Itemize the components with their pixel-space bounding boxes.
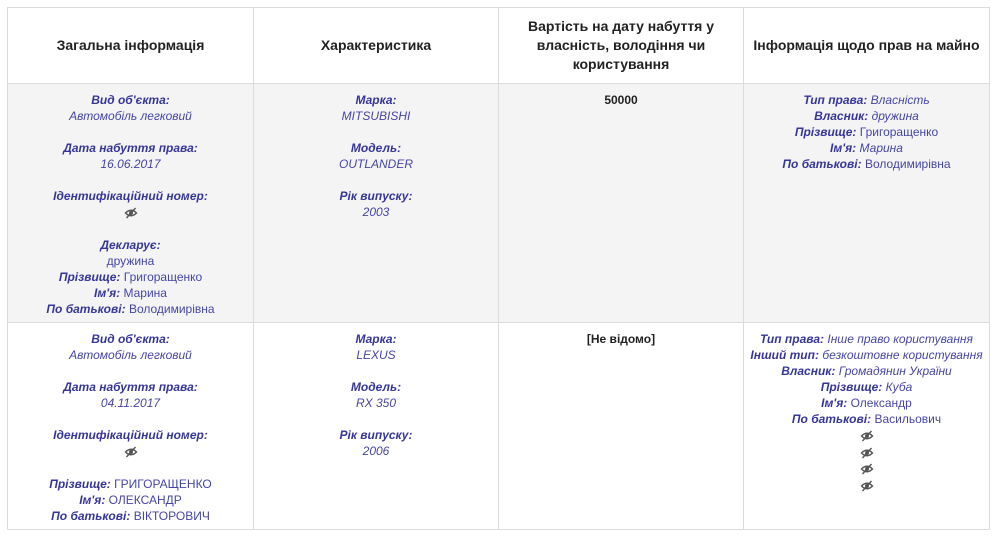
model-value: RX 350: [355, 396, 397, 410]
declarant-label: Декларує:: [100, 237, 161, 252]
acquired-date-label: Дата набуття права:: [63, 380, 198, 394]
acquired-date-value: 16.06.2017: [100, 157, 161, 171]
rights-cell: [744, 323, 990, 530]
object-type-value: Автомобіль легковий: [69, 348, 192, 362]
patronymic-label: По батькові:: [51, 508, 131, 523]
name-value: Марина: [123, 285, 167, 300]
owner-value: дружина: [871, 109, 919, 123]
value-amount: 50000: [604, 93, 638, 107]
year-value: 2006: [362, 444, 390, 458]
header-characteristic: Характеристика: [254, 8, 499, 84]
vehicles-table: [7, 7, 990, 530]
owner-patronymic-value: Володимирівна: [864, 157, 951, 171]
surname-label: Прізвище:: [49, 476, 111, 491]
name-value: ОЛЕКСАНДР: [108, 492, 182, 507]
header-value: Вартість на дату набуття у власність, володіння чи користування: [499, 8, 744, 84]
surname-value: ГРИГОРАЩЕНКО: [114, 476, 212, 491]
name-label: Ім'я:: [79, 492, 106, 507]
table-row: [8, 84, 990, 323]
surname-label: Прізвище:: [58, 269, 121, 284]
surname-value: Григоращенко: [123, 269, 203, 284]
year-label: Рік випуску:: [339, 428, 413, 442]
patronymic-value: ВІКТОРОВИЧ: [133, 508, 210, 523]
hidden-eye-icon: [860, 461, 874, 477]
hidden-eye-icon: [860, 478, 874, 494]
table-row: [8, 323, 990, 530]
other-type-value: безкоштовне користування: [822, 348, 983, 362]
owner-name-label: Ім'я:: [830, 141, 857, 155]
brand-label: Марка:: [355, 332, 397, 346]
owner-patronymic-label: По батькові:: [791, 412, 872, 426]
object-type-value: Автомобіль легковий: [69, 109, 192, 123]
object-type-label: Вид об'єкта:: [91, 93, 170, 107]
right-type-label: Тип права:: [803, 93, 868, 107]
model-label: Модель:: [350, 380, 402, 394]
hidden-eye-icon: [124, 205, 138, 221]
declarant-value: дружина: [106, 253, 155, 268]
vin-label: Ідентифікаційний номер:: [53, 189, 208, 203]
right-type-value: Інше право користування: [827, 332, 973, 346]
header-rights: Інформація щодо прав на майно: [744, 8, 990, 84]
year-value: 2003: [362, 205, 390, 219]
other-type-label: Інший тип:: [750, 348, 819, 362]
header-general: Загальна інформація: [8, 8, 254, 84]
model-label: Модель:: [350, 141, 402, 155]
owner-surname-label: Прізвище:: [794, 125, 857, 139]
value-cell: [499, 84, 744, 323]
right-type-label: Тип права:: [760, 332, 825, 346]
characteristic-cell: [254, 84, 499, 323]
model-value: OUTLANDER: [338, 157, 413, 171]
owner-label: Власник:: [814, 109, 869, 123]
owner-name-value: Марина: [859, 141, 903, 155]
owner-surname-value: Григоращенко: [859, 125, 939, 139]
object-type-label: Вид об'єкта:: [91, 332, 170, 346]
patronymic-value: Володимирівна: [128, 301, 215, 316]
table-header-row: [8, 8, 990, 84]
owner-name-value: Олександр: [850, 396, 912, 410]
owner-value: Громадянин України: [838, 364, 952, 378]
value-cell: [499, 323, 744, 530]
acquired-date-value: 04.11.2017: [100, 396, 161, 410]
hidden-eye-icon: [860, 445, 874, 461]
owner-name-label: Ім'я:: [821, 396, 848, 410]
name-label: Ім'я:: [94, 285, 121, 300]
owner-surname-label: Прізвище:: [820, 380, 883, 394]
year-label: Рік випуску:: [339, 189, 413, 203]
hidden-eye-icon: [860, 428, 874, 444]
value-amount: [Не відомо]: [586, 332, 656, 346]
hidden-eye-icon: [124, 444, 138, 460]
right-type-value: Власність: [870, 93, 930, 107]
owner-label: Власник:: [781, 364, 836, 378]
owner-surname-value: Куба: [885, 380, 913, 394]
characteristic-cell: [254, 323, 499, 530]
brand-value: LEXUS: [356, 348, 396, 362]
vin-label: Ідентифікаційний номер:: [53, 428, 208, 442]
brand-label: Марка:: [355, 93, 397, 107]
rights-cell: [744, 84, 990, 323]
acquired-date-label: Дата набуття права:: [63, 141, 198, 155]
general-info-cell: [8, 323, 254, 530]
owner-patronymic-label: По батькові:: [782, 157, 862, 171]
patronymic-label: По батькові:: [46, 301, 126, 316]
owner-patronymic-value: Васильович: [874, 412, 942, 426]
brand-value: MITSUBISHI: [341, 109, 411, 123]
general-info-cell: [8, 84, 254, 323]
